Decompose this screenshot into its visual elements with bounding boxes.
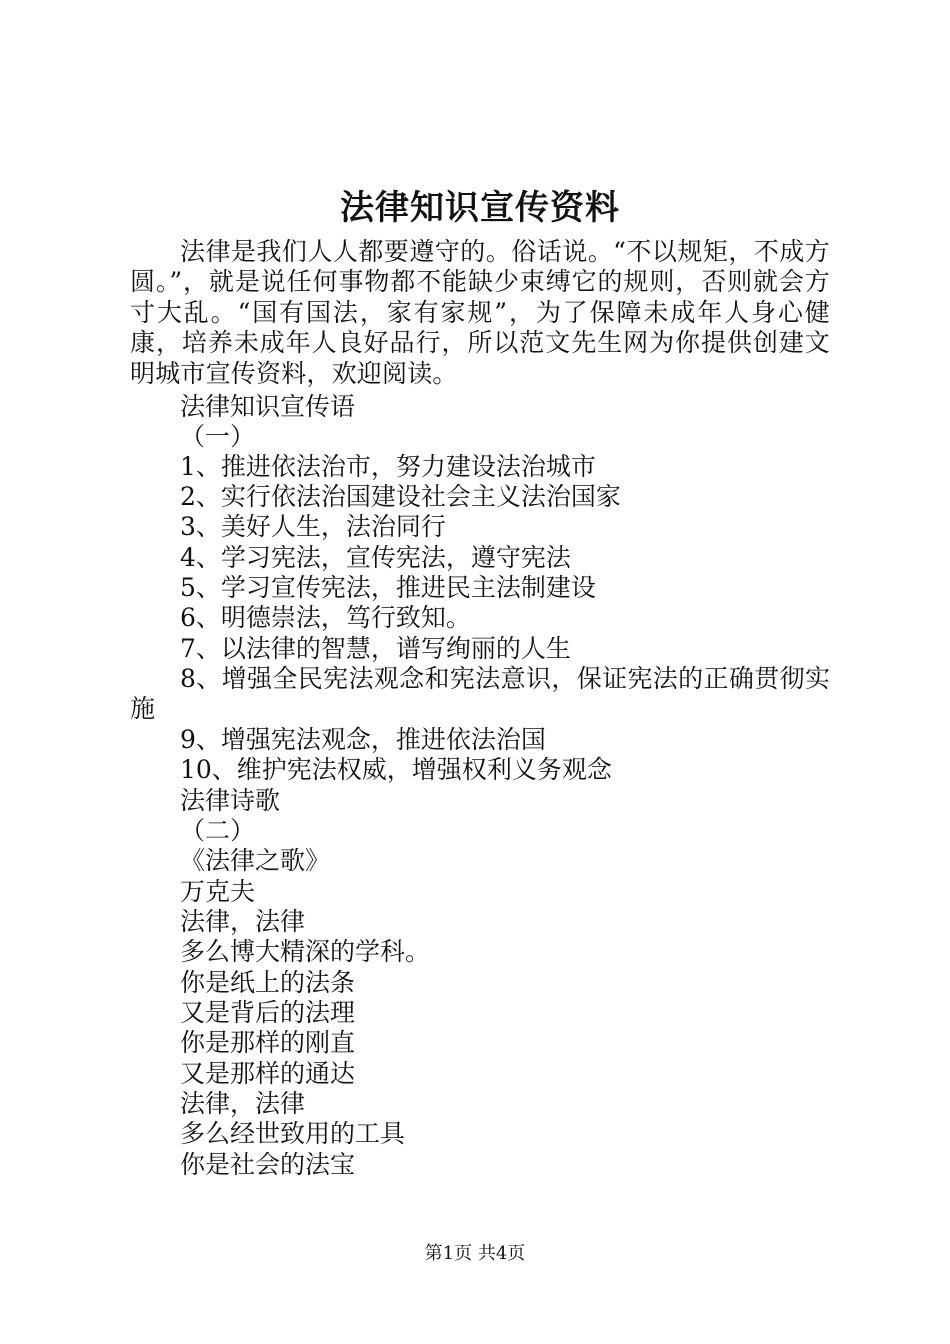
poem-line: 又是那样的通达 (180, 1059, 356, 1088)
section2-number: （二） (180, 816, 256, 845)
poem-line: 你是社会的法宝 (180, 1150, 356, 1179)
poem-author: 万克夫 (180, 877, 256, 906)
intro-paragraph: 法律是我们人人都要遵守的。俗话说。“不以规矩，不成方圆。”，就是说任何事物都不能缺少束缚它的规则，否则就会方寸大乱。“国有国法，家有家规”，为了保障未成年人身心健康，培养未成年人良好品行，所以范文先生网为你提供创建文明城市宣传资料，欢迎阅读。 (130, 237, 830, 388)
document-title: 法律知识宣传资料 (340, 188, 620, 228)
page-indicator: 第1页 共4页 (424, 1243, 526, 1264)
slogan-item: 7、以法律的智慧，谱写绚丽的人生 (180, 634, 571, 663)
slogan-item: 4、学习宪法，宣传宪法，遵守宪法 (180, 543, 571, 572)
poem-line: 法律，法律 (180, 1089, 306, 1118)
poem-line: 法律，法律 (180, 907, 306, 936)
poem-title: 《法律之歌》 (180, 846, 331, 875)
poem-line: 你是那样的刚直 (180, 1028, 356, 1057)
slogan-item: 8、增强全民宪法观念和宪法意识，保证宪法的正确贯彻实施 (130, 664, 830, 724)
section1-number: （一） (180, 422, 256, 451)
section1-heading: 法律知识宣传语 (180, 392, 356, 421)
slogan-item: 9、增强宪法观念，推进依法治国 (180, 725, 546, 754)
slogan-item: 2、实行依法治国建设社会主义法治国家 (180, 482, 621, 511)
poem-line: 多么经世致用的工具 (180, 1119, 406, 1148)
poem-line: 你是纸上的法条 (180, 968, 356, 997)
poem-line: 多么博大精深的学科。 (180, 937, 431, 966)
section2-heading: 法律诗歌 (180, 786, 281, 815)
slogan-item: 10、维护宪法权威，增强权利义务观念 (180, 755, 612, 784)
slogan-item: 6、明德崇法，笃行致知。 (180, 603, 471, 632)
slogan-item: 5、学习宣传宪法，推进民主法制建设 (180, 573, 596, 602)
poem-line: 又是背后的法理 (180, 998, 356, 1027)
slogan-item: 1、推进依法治市，努力建设法治城市 (180, 452, 596, 481)
slogan-item: 3、美好人生，法治同行 (180, 512, 446, 541)
